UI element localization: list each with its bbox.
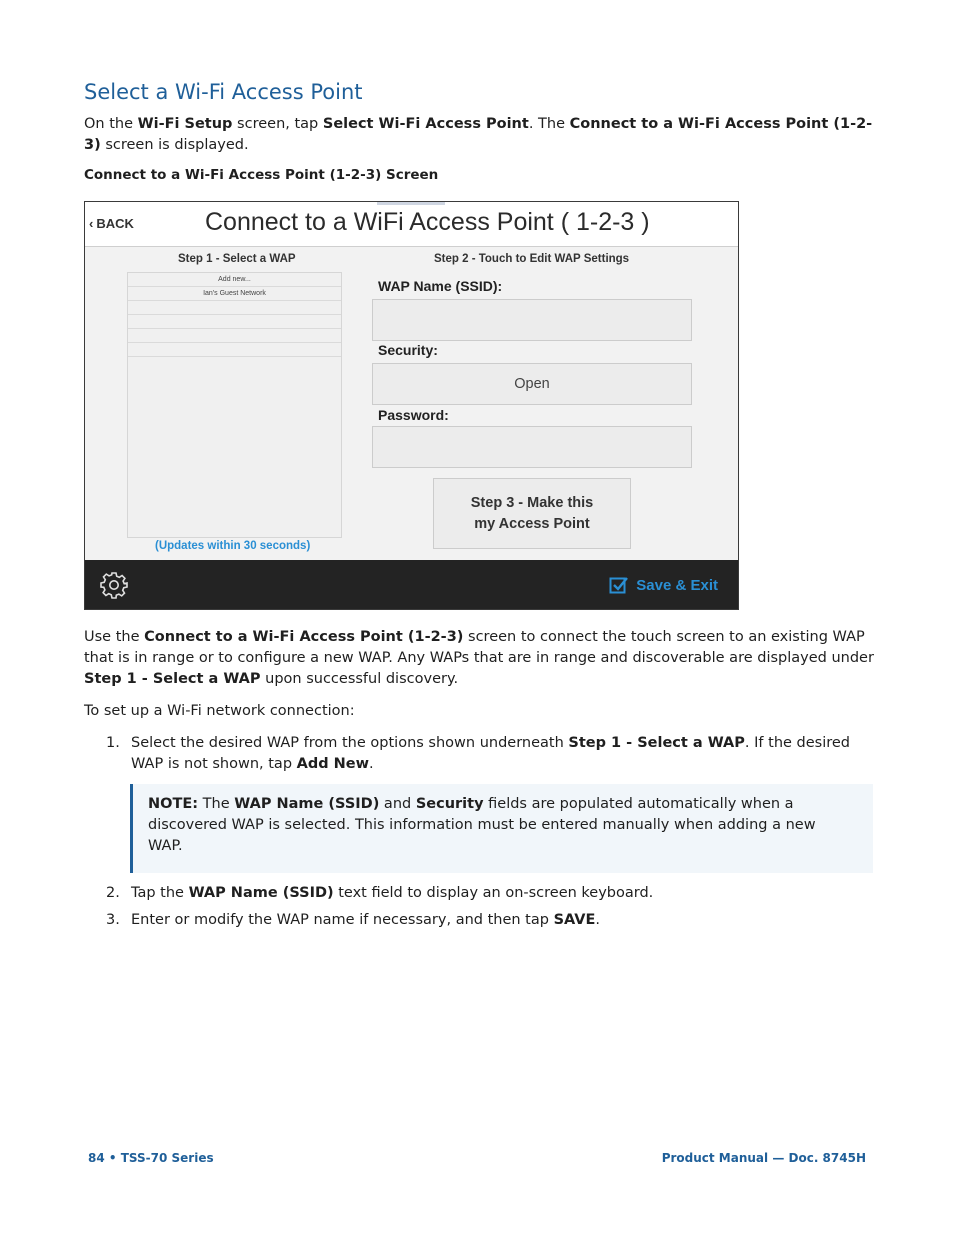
bold-text: WAP Name (SSID) bbox=[188, 885, 334, 901]
step-3-text bbox=[131, 910, 866, 931]
bold-text: Add New bbox=[296, 756, 370, 772]
step-number: 1. bbox=[106, 735, 120, 751]
bold-text: Wi-Fi Setup bbox=[137, 116, 233, 132]
text: screen is displayed. bbox=[100, 137, 249, 153]
save-exit-label: Save & Exit bbox=[636, 576, 718, 594]
note-box bbox=[130, 784, 873, 873]
step3-line2: my Access Point bbox=[474, 515, 590, 532]
gear-icon[interactable] bbox=[100, 571, 128, 599]
note-label: NOTE: bbox=[148, 796, 199, 812]
bold-text: Connect to a Wi-Fi Access Point (1-2-3) bbox=[144, 629, 464, 645]
wap-list[interactable] bbox=[127, 272, 342, 538]
list-item-empty[interactable] bbox=[128, 315, 341, 329]
text: . If the desired WAP is not shown, tap bbox=[131, 735, 851, 772]
list-item-empty[interactable] bbox=[128, 329, 341, 343]
security-field[interactable]: Open bbox=[372, 363, 692, 405]
text: fields are populated automatically when a discovered WAP is selected. This information must be entered manually when adding a new WAP. bbox=[148, 796, 816, 854]
list-item[interactable]: Add new... bbox=[128, 273, 341, 287]
make-access-point-button[interactable] bbox=[433, 478, 631, 549]
checkbox-check-icon bbox=[609, 575, 629, 595]
section-heading: Select a Wi-Fi Access Point bbox=[84, 80, 363, 104]
text: Use the bbox=[84, 629, 145, 645]
text: Tap the bbox=[131, 885, 189, 901]
list-item-empty[interactable] bbox=[128, 343, 341, 357]
header-tab-indicator bbox=[377, 202, 445, 205]
text: Enter or modify the WAP name if necessary, and then tap bbox=[131, 912, 554, 928]
bold-text: WAP Name (SSID) bbox=[234, 796, 380, 812]
password-label: Password: bbox=[378, 407, 449, 423]
text: . bbox=[595, 912, 600, 928]
screen-footer bbox=[85, 560, 738, 609]
step3-line1: Step 3 - Make this bbox=[470, 494, 594, 511]
bold-text: Security bbox=[415, 796, 484, 812]
text: The bbox=[198, 796, 235, 812]
wap-name-field[interactable] bbox=[372, 299, 692, 341]
bold-text: Select Wi-Fi Access Point bbox=[322, 116, 529, 132]
step-1-text bbox=[131, 733, 866, 775]
text: . The bbox=[528, 116, 570, 132]
bold-text: Step 1 - Select a WAP bbox=[84, 671, 261, 687]
note-text bbox=[148, 794, 848, 857]
chevron-left-icon: ‹ bbox=[89, 216, 94, 231]
security-label: Security: bbox=[378, 342, 438, 358]
step-number: 2. bbox=[106, 885, 120, 901]
back-label: BACK bbox=[96, 216, 134, 231]
text: screen, tap bbox=[232, 116, 323, 132]
bold-text: Step 1 - Select a WAP bbox=[568, 735, 745, 751]
step1-label: Step 1 - Select a WAP bbox=[178, 253, 296, 265]
password-field[interactable] bbox=[372, 426, 692, 468]
screen-header bbox=[85, 202, 738, 247]
text: screen to connect the touch screen to an existing WAP that is in range or to configure a new WAP. Any WAPs that are in range and discoverable are displayed under bbox=[84, 629, 874, 666]
step2-label: Step 2 - Touch to Edit WAP Settings bbox=[434, 253, 630, 265]
step-number: 3. bbox=[106, 912, 120, 928]
list-item-empty[interactable] bbox=[128, 301, 341, 315]
bold-text: Connect to a Wi-Fi Access Point (1-2-3) bbox=[84, 116, 873, 153]
setup-intro: To set up a Wi-Fi network connection: bbox=[84, 703, 355, 719]
back-button[interactable] bbox=[89, 216, 134, 231]
use-paragraph bbox=[84, 627, 874, 690]
step-2-text bbox=[131, 883, 866, 904]
connect-wap-screen bbox=[84, 201, 739, 610]
text: On the bbox=[84, 116, 138, 132]
wap-name-label: WAP Name (SSID): bbox=[378, 278, 503, 294]
screen-title: Connect to a WiFi Access Point ( 1-2-3 ) bbox=[205, 208, 650, 236]
text: upon successful discovery. bbox=[260, 671, 459, 687]
footer-page-series: 84 • TSS-70 Series bbox=[88, 1151, 214, 1165]
text: Select the desired WAP from the options shown underneath bbox=[131, 735, 569, 751]
text: text field to display an on-screen keyboard. bbox=[333, 885, 654, 901]
list-item[interactable]: Ian's Guest Network bbox=[128, 287, 341, 301]
save-exit-button[interactable] bbox=[609, 575, 718, 595]
updates-note: (Updates within 30 seconds) bbox=[155, 540, 311, 552]
intro-paragraph bbox=[84, 114, 874, 156]
bold-text: SAVE bbox=[553, 912, 596, 928]
figure-caption: Connect to a Wi-Fi Access Point (1-2-3) Screen bbox=[84, 167, 439, 183]
text: . bbox=[369, 756, 374, 772]
text: and bbox=[379, 796, 416, 812]
step3-button-label bbox=[471, 493, 593, 535]
footer-doc-number: Product Manual — Doc. 8745H bbox=[661, 1151, 866, 1165]
